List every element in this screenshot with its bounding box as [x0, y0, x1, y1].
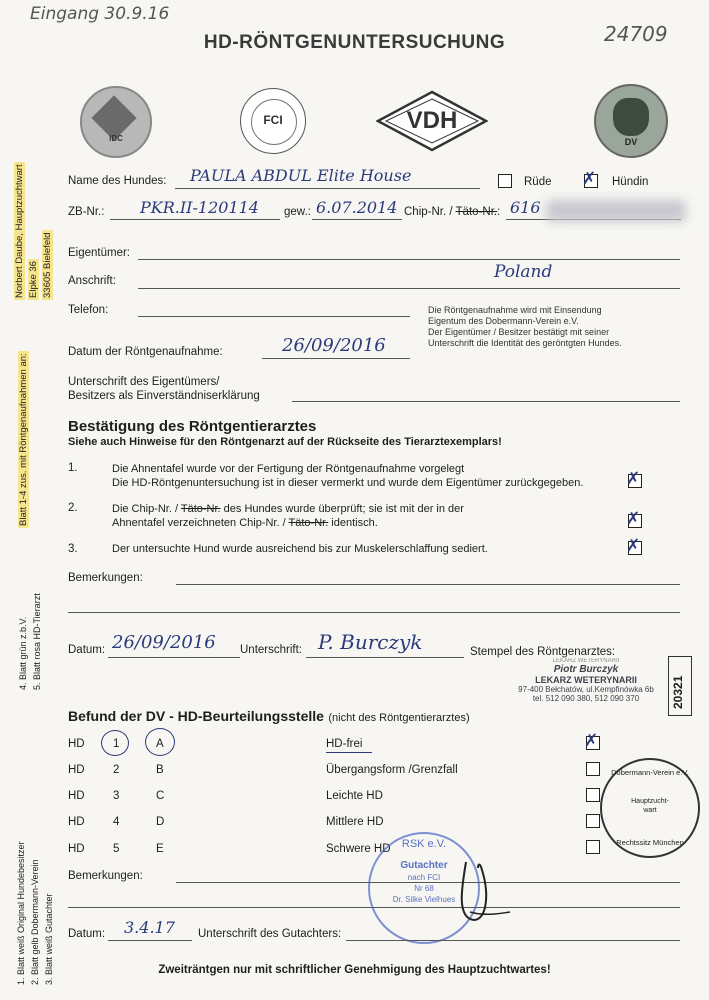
check-mark-icon: ✗ — [626, 536, 641, 556]
vet-item-2-text: Die Chip-Nr. / Täto-Nr. des Hundes wurde überprüft; sie ist mit der in der Ahnentafel verzeichneten Chip-Nr. / Täto-Nr. identisch. — [112, 503, 464, 529]
dog-name-value[interactable]: PAULA ABDUL Elite House — [190, 166, 412, 185]
hd-row-2-prefix: HD — [68, 764, 85, 776]
dv-main-breeder-stamp: Dobermann-Verein e.V. Hauptzucht- wart Rechtssitz München — [600, 758, 700, 858]
zb-label: ZB-Nr.: — [68, 206, 105, 218]
vet-remarks-label: Bemerkungen: — [68, 572, 143, 584]
hd-row-4-prefix: HD — [68, 816, 85, 828]
vet-item-3-text: Der untersuchte Hund wurde ausreichend bis zur Muskelerschlaffung sediert. — [112, 543, 488, 555]
birth-value[interactable]: 6.07.2014 — [316, 198, 398, 217]
phone-label: Telefon: — [68, 304, 109, 316]
hd-row-5-number: 5 — [113, 843, 120, 855]
result-date-value[interactable]: 3.4.17 — [124, 918, 175, 937]
hd-row-4-number: 4 — [113, 816, 120, 828]
hd-row-4-letter: D — [156, 816, 165, 828]
vet-item-3-number: 3. — [68, 543, 78, 555]
idc-logo — [80, 86, 152, 158]
vet-item-3-checkbox[interactable] — [626, 536, 642, 556]
margin-instruction: Blatt 1-4 zus. mit Röntgenaufnahmen an: — [18, 353, 29, 526]
birth-label: gew.: — [284, 206, 311, 218]
grade-circle-number — [101, 730, 129, 756]
hd-row-3-checkbox[interactable] — [586, 788, 600, 802]
hd-row-3-description: Leichte HD — [326, 790, 383, 802]
stamp-number-box — [668, 656, 692, 716]
vdh-logo — [376, 90, 488, 152]
vet-item-1-checkbox[interactable] — [626, 469, 642, 489]
vet-date-label: Datum: — [68, 644, 106, 656]
hd-row-5-letter: E — [156, 843, 164, 855]
margin-address-name: Norbert Daube, Hauptzuchtwart — [14, 164, 25, 298]
hd-row-3-letter: C — [156, 790, 165, 802]
result-remarks-label: Bemerkungen: — [68, 870, 143, 882]
hd-row-1-checkbox[interactable] — [584, 731, 600, 751]
vet-stamp: LEKARZ WETERYNARII Piotr Burczyk LEKARZ WETERYNARII 97-400 Bełchatów, ul.Kempfinówka 6b tel. 512 090 380, 512 090 370 — [518, 658, 654, 703]
expert-signature-label: Unterschrift des Gutachters: — [198, 928, 342, 940]
hd-row-5-prefix: HD — [68, 843, 85, 855]
hd-row-2-checkbox[interactable] — [586, 762, 600, 776]
ownership-notice: Die Röntgenaufnahme wird mit Einsendung Eigentum des Dobermann-Verein e.V. Der Eigentümer / Besitzer bestätigt mit seiner Unterschrift die Identität des geröntgten Hundes. — [428, 305, 622, 348]
chip-label: Chip-Nr. / Täto-Nr.: — [404, 206, 501, 218]
hd-row-2-letter: B — [156, 764, 164, 776]
check-mark-icon: ✗ — [584, 731, 599, 751]
hd-row-2-description: Übergangsform /Grenzfall — [326, 764, 458, 776]
vet-item-1-number: 1. — [68, 462, 78, 474]
vet-heading: Bestätigung des Röntgentierarztes — [68, 418, 317, 435]
hd-row-1-number: 1 — [113, 738, 120, 750]
redacted-chip-number — [546, 200, 686, 222]
margin-address-city: 33605 Bielefeld — [42, 232, 53, 298]
owner-signature-label-2: Besitzers als Einverständniserklärung — [68, 390, 260, 402]
vet-signature[interactable]: P. Burczyk — [318, 630, 423, 654]
hd-row-3-prefix: HD — [68, 790, 85, 802]
vet-item-1-text: Die Ahnentafel wurde vor der Fertigung der Röntgenaufnahme vorgelegt Die HD-Röntgenuntersuchung ist in dieser vermerkt und wurde dem Eigentümer zurückgegeben. — [112, 463, 584, 489]
xray-date-label: Datum der Röntgenaufnahme: — [68, 346, 223, 358]
vdh-logo-text: VDH — [406, 107, 458, 134]
owner-label: Eigentümer: — [68, 247, 131, 259]
female-label: Hündin — [612, 176, 649, 188]
address-value[interactable]: Poland — [494, 262, 553, 282]
dv-logo — [594, 84, 668, 158]
idc-logo-text: IDC — [109, 134, 123, 143]
vet-date-value[interactable]: 26/09/2016 — [112, 632, 216, 653]
female-checkbox[interactable] — [582, 169, 598, 189]
fci-logo-text: FCI — [263, 113, 283, 127]
grade-circle-letter — [145, 728, 175, 756]
male-checkbox[interactable] — [498, 174, 512, 188]
xray-date-value[interactable]: 26/09/2016 — [282, 335, 386, 356]
check-mark-icon: ✗ — [626, 469, 641, 489]
hd-row-4-description: Mittlere HD — [326, 816, 384, 828]
dog-name-label: Name des Hundes: — [68, 175, 167, 187]
vet-item-2-number: 2. — [68, 502, 78, 514]
hd-row-2-number: 2 — [113, 764, 120, 776]
margin-copy-3: 3. Blatt weiß Gutachter — [44, 893, 54, 985]
file-number-note: 24709 — [604, 22, 668, 46]
footer-note: Zweiträntgen nur mit schriftlicher Genehmigung des Hauptzuchtwartes! — [158, 964, 551, 976]
check-mark-icon: ✗ — [626, 509, 641, 529]
hd-row-1-letter: A — [156, 738, 164, 750]
hd-row-4-checkbox[interactable] — [586, 814, 600, 828]
hd-row-3-number: 3 — [113, 790, 120, 802]
hd-row-5-checkbox[interactable] — [586, 840, 600, 854]
margin-address-street: Elpke 36 — [28, 261, 39, 298]
vet-signature-label: Unterschrift: — [240, 644, 302, 656]
owner-signature-label-1: Unterschrift des Eigentümers/ — [68, 376, 220, 388]
margin-copy-4: 4. Blatt grün z.b.V. — [18, 616, 28, 690]
expert-stamp: RSK e.V. Gutachter nach FCI Nr 68 Dr. Silke Vielhues — [368, 832, 480, 944]
chip-value[interactable]: 616 — [510, 198, 541, 217]
margin-copy-1: 1. Blatt weiß Original Hundebesitzer — [16, 841, 26, 985]
margin-copy-5: 5. Blatt rosa HD-Tierarzt — [32, 593, 42, 690]
hd-row-1-description: HD-frei — [326, 738, 363, 750]
stamp-number: 20321 — [671, 675, 685, 709]
dv-logo-text: DV — [624, 137, 638, 147]
fci-logo — [240, 88, 306, 154]
address-label: Anschrift: — [68, 275, 116, 287]
expert-signature — [452, 856, 512, 926]
hd-row-5-description: Schwere HD — [326, 843, 391, 855]
margin-copy-2: 2. Blatt gelb Dobermann-Verein — [30, 859, 40, 985]
male-label: Rüde — [524, 176, 552, 188]
zb-value[interactable]: PKR.II-120114 — [140, 198, 259, 217]
form-title: HD-RÖNTGENUNTERSUCHUNG — [203, 32, 506, 53]
vet-stamp-label: Stempel des Röntgenarztes: — [470, 646, 616, 658]
received-note: Eingang 30.9.16 — [30, 4, 170, 24]
result-date-label: Datum: — [68, 928, 106, 940]
vet-item-2-checkbox[interactable] — [626, 509, 642, 529]
hd-row-1-prefix: HD — [68, 738, 85, 750]
vet-subheading: Siehe auch Hinweise für den Röntgenarzt auf der Rückseite des Tierarztexemplars! — [68, 436, 502, 448]
check-mark-icon: ✗ — [582, 169, 597, 189]
result-heading: Befund der DV - HD-Beurteilungsstelle (nicht des Röntgentierarztes) — [68, 708, 470, 724]
